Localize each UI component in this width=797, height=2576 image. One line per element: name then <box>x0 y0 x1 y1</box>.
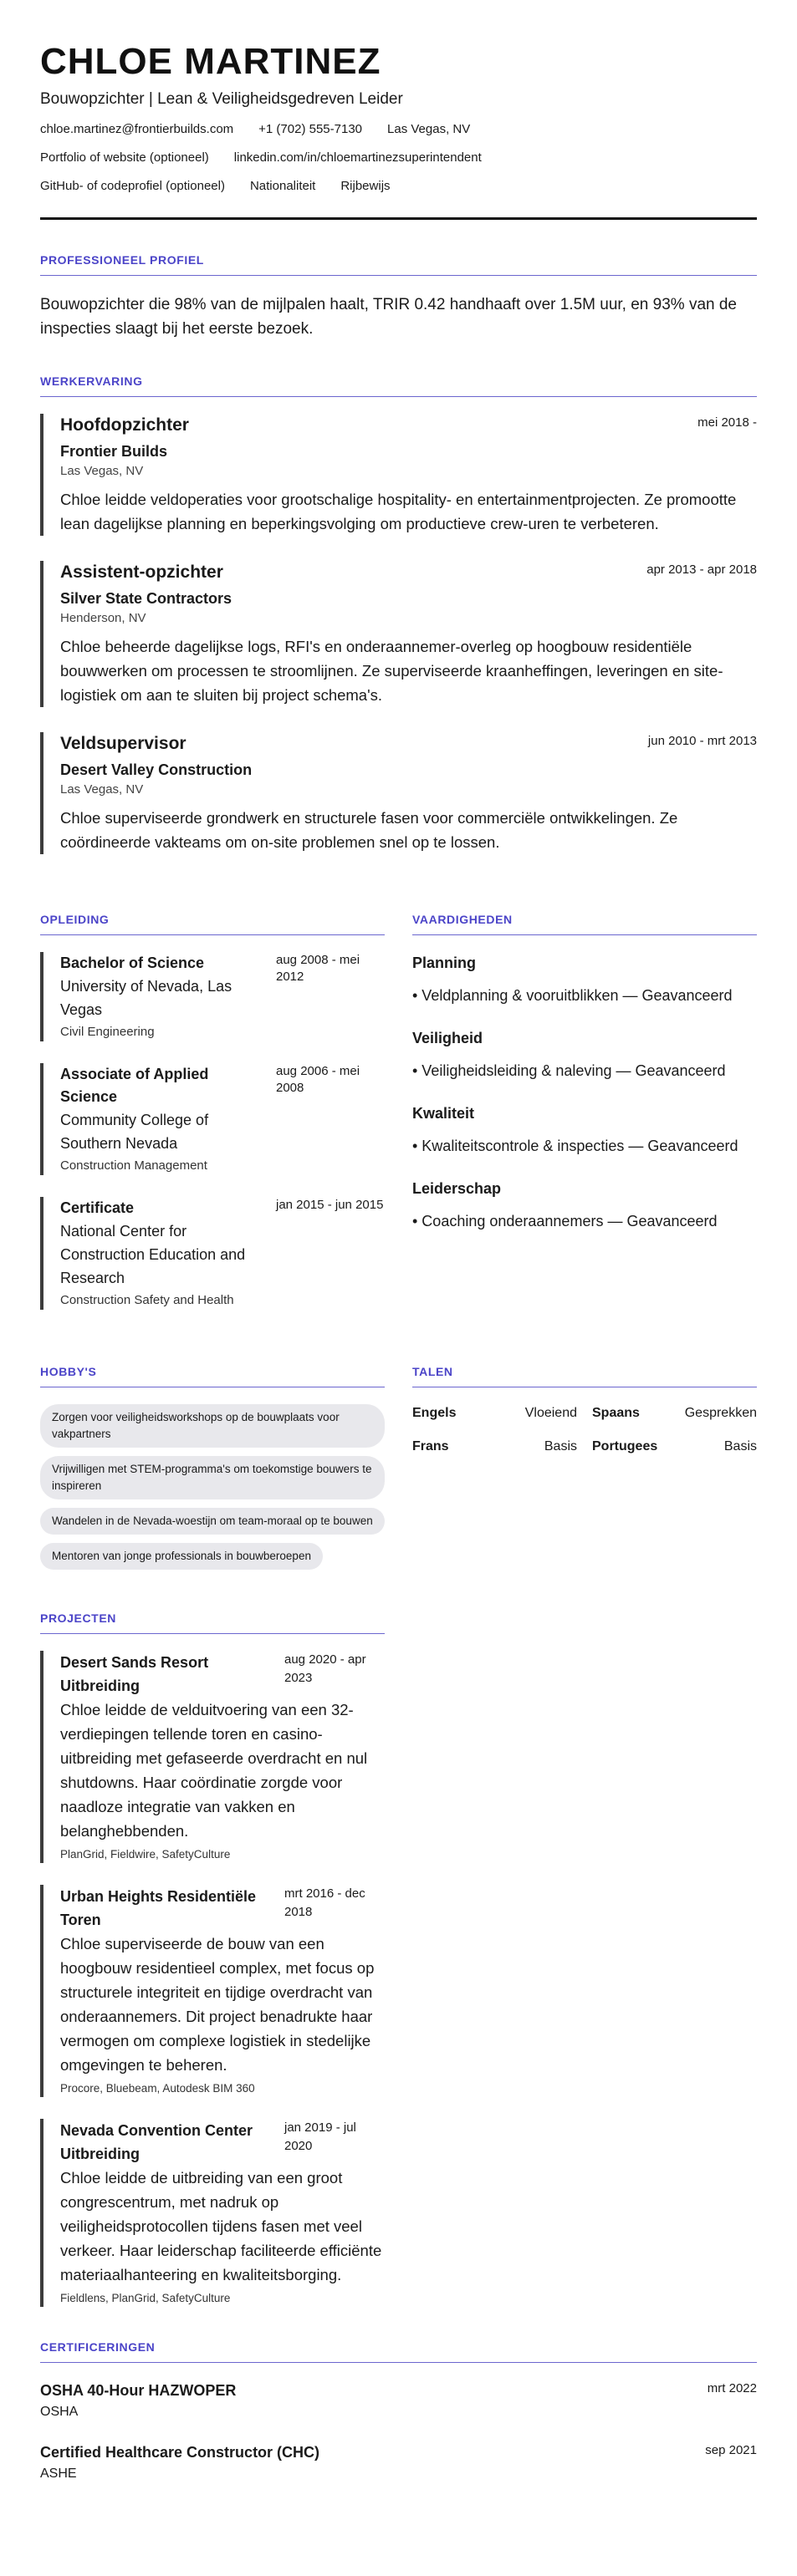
project-tools: Fieldlens, PlanGrid, SafetyCulture <box>60 2292 231 2304</box>
job-description: Chloe beheerde dagelijkse logs, RFI's en onderaannemer-overleg op hoogbouw residentiële bouwwerken om processen te stroomlijnen. Ze superviseerde kraanheffingen, leveringen en site-logistiek om aan te sluiten bij project schema's. <box>60 638 723 704</box>
language-name: Spaans <box>592 1406 640 1420</box>
job-company: Silver State Contractors <box>60 590 232 607</box>
job-title: Assistent-opzichter <box>60 563 223 582</box>
languages-column <box>412 1331 757 1578</box>
candidate-headline: Bouwopzichter | Lean & Veiligheidsgedreven Leider <box>40 90 403 108</box>
job-company: Desert Valley Construction <box>60 761 253 778</box>
project-description: Chloe leidde de uitbreiding van een groot congrescentrum, met nadruk op veiligheidsprotocollen tijdens fasen met veel verkeer. Haar leiderschap faciliteerde efficiënte materiaalhanteering en kwaliteitsborging. <box>60 2169 382 2283</box>
section-title-hobbies: HOBBY'S <box>40 1365 385 1387</box>
certification-issuer: ASHE <box>40 2467 77 2481</box>
contact-row-1 <box>40 120 757 139</box>
certification-entry <box>40 2380 757 2421</box>
skill-category: Planning <box>412 955 476 971</box>
project-title: Nevada Convention Center Uitbreiding <box>60 2122 253 2162</box>
hobby-list <box>40 1404 385 1578</box>
language-level: Basis <box>723 1439 757 1453</box>
education-skills-row <box>40 879 757 1331</box>
skill-item: • Kwaliteitscontrole & inspecties — Geavanceerd <box>412 1138 738 1154</box>
project-title: Desert Sands Resort Uitbreiding <box>60 1654 209 1694</box>
hobby-pill: Zorgen voor veiligheidsworkshops op de bouwplaats voor vakpartners <box>40 1404 385 1448</box>
language-item <box>592 1438 757 1456</box>
section-title-projects: PROJECTEN <box>40 1611 385 1634</box>
language-level: Gesprekken <box>684 1406 757 1420</box>
contact-portfolio[interactable]: Portfolio of website (optioneel) <box>40 150 209 165</box>
language-name: Portugees <box>592 1439 658 1453</box>
skill-item: • Veiligheidsleiding & naleving — Geavanceerd <box>412 1062 726 1079</box>
resume-header <box>40 40 757 220</box>
job-title: Hoofdopzichter <box>60 415 189 435</box>
hobbies-languages-row <box>40 1331 757 1578</box>
project-dates: aug 2020 - apr 2023 <box>284 1652 366 1685</box>
language-level: Basis <box>544 1439 577 1453</box>
section-title-education: OPLEIDING <box>40 913 385 935</box>
contact-license: Rijbewijs <box>340 179 391 193</box>
contact-email[interactable]: chloe.martinez@frontierbuilds.com <box>40 122 234 136</box>
contact-github[interactable]: GitHub- of codeprofiel (optioneel) <box>40 179 225 193</box>
section-title-experience: WERKERVARING <box>40 374 757 397</box>
job-entry <box>40 561 757 707</box>
hobby-pill: Wandelen in de Nevada-woestijn om team-moraal op te bouwen <box>40 1508 385 1535</box>
hobbies-column <box>40 1331 385 1578</box>
certification-entry <box>40 2441 757 2483</box>
certification-date: sep 2021 <box>705 2443 757 2457</box>
education-entry <box>40 952 385 1041</box>
education-entry <box>40 1197 385 1310</box>
project-tools: PlanGrid, Fieldwire, SafetyCulture <box>60 1848 231 1861</box>
experience-list <box>40 414 757 854</box>
language-level: Vloeiend <box>524 1406 577 1420</box>
skill-category: Leiderschap <box>412 1180 502 1197</box>
project-title: Urban Heights Residentiële Toren <box>60 1888 257 1928</box>
profile-summary: Bouwopzichter die 98% van de mijlpalen haalt, TRIR 0.42 handhaaft over 1.5M uur, en 93% van de inspecties slaagt bij het eerste bezoek. <box>40 296 738 338</box>
hobby-pill: Mentoren van jonge professionals in bouwberoepen <box>40 1543 323 1570</box>
contact-linkedin[interactable]: linkedin.com/in/chloemartinezsuperintendent <box>233 150 482 165</box>
project-description: Chloe superviseerde de bouw van een hoogbouw residentieel complex, met focus op structurele integriteit en tijdige overdracht van onderaannemers. Dit project benadrukte haar vermogen om complexe logistiek in stedelijke omgevingen te beheren. <box>60 1935 375 2074</box>
certification-date: mrt 2022 <box>707 2381 757 2395</box>
job-location: Henderson, NV <box>60 611 146 625</box>
edu-field: Construction Safety and Health <box>60 1293 234 1307</box>
skill-group <box>412 1027 757 1082</box>
edu-school: National Center for Construction Education and Research <box>60 1223 246 1286</box>
job-description: Chloe superviseerde grondwerk en structurele fasen voor commerciële ontwikkelingen. Ze coördineerde vakteams om on-site problemen snel op te lossen. <box>60 809 678 851</box>
edu-degree: Associate of Applied Science <box>60 1066 209 1105</box>
section-title-certifications: CERTIFICERINGEN <box>40 2340 757 2363</box>
skill-category: Veiligheid <box>412 1030 483 1046</box>
project-entry <box>40 1885 385 2097</box>
section-title-languages: TALEN <box>412 1365 757 1387</box>
job-description: Chloe leidde veldoperaties voor grootschalige hospitality- en entertainmentprojecten. Ze promootte lean dagelijkse planning en beperkingsvolging om productieve crew-uren te verbeteren. <box>60 491 737 532</box>
project-dates: jan 2019 - jul 2020 <box>284 2120 356 2153</box>
edu-school: University of Nevada, Las Vegas <box>60 978 232 1018</box>
skill-item: • Veldplanning & vooruitblikken — Geavanceerd <box>412 987 733 1004</box>
skill-group <box>412 1178 757 1233</box>
contact-phone[interactable]: +1 (702) 555-7130 <box>258 122 363 136</box>
education-column <box>40 879 385 1331</box>
language-item <box>412 1404 577 1423</box>
candidate-name: CHLOE MARTINEZ <box>40 41 381 82</box>
job-dates: jun 2010 - mrt 2013 <box>647 734 757 748</box>
language-grid <box>412 1404 757 1456</box>
project-entry <box>40 2119 385 2307</box>
language-name: Engels <box>412 1406 457 1420</box>
hobby-pill: Vrijwilligen met STEM-programma's om toekomstige bouwers te inspireren <box>40 1456 385 1499</box>
job-entry <box>40 732 757 854</box>
edu-dates: aug 2006 - mei 2008 <box>276 1064 360 1095</box>
contact-location: Las Vegas, NV <box>387 122 471 136</box>
projects-column <box>40 1611 385 2307</box>
skill-item: • Coaching onderaannemers — Geavanceerd <box>412 1213 718 1229</box>
job-title: Veldsupervisor <box>60 734 186 753</box>
job-dates: mei 2018 - <box>697 415 757 430</box>
header-divider <box>40 217 757 220</box>
certification-name: OSHA 40-Hour HAZWOPER <box>40 2382 237 2399</box>
education-entry <box>40 1063 385 1175</box>
skill-category: Kwaliteit <box>412 1105 475 1122</box>
project-tools: Procore, Bluebeam, Autodesk BIM 360 <box>60 2082 255 2095</box>
project-entry <box>40 1651 385 1863</box>
certification-name: Certified Healthcare Constructor (CHC) <box>40 2444 320 2461</box>
language-item <box>412 1438 577 1456</box>
contact-nationality: Nationaliteit <box>249 179 316 193</box>
edu-field: Construction Management <box>60 1158 207 1173</box>
certification-list <box>40 2380 757 2483</box>
edu-field: Civil Engineering <box>60 1025 155 1039</box>
contact-row-2 <box>40 149 757 167</box>
edu-degree: Bachelor of Science <box>60 955 205 971</box>
language-name: Frans <box>412 1439 449 1453</box>
project-dates: mrt 2016 - dec 2018 <box>284 1886 365 1919</box>
skill-group <box>412 1102 757 1158</box>
job-dates: apr 2013 - apr 2018 <box>646 563 757 577</box>
job-entry <box>40 414 757 536</box>
language-item <box>592 1404 757 1423</box>
project-description: Chloe leidde de velduitvoering van een 32-verdiepingen tellende toren en casino-uitbreiding met gefaseerde overdracht en nul shutdowns. Haar coördinatie zorgde voor naadloze integratie van vakken en belanghebbenden. <box>60 1701 368 1840</box>
certification-issuer: OSHA <box>40 2405 79 2419</box>
section-title-skills: VAARDIGHEDEN <box>412 913 757 935</box>
edu-dates: jan 2015 - jun 2015 <box>276 1198 384 1212</box>
job-company: Frontier Builds <box>60 443 168 460</box>
section-title-profile: PROFESSIONEEL PROFIEL <box>40 253 757 276</box>
contact-row-3 <box>40 177 757 196</box>
edu-degree: Certificate <box>60 1199 135 1216</box>
skills-column <box>412 879 757 1331</box>
skill-group <box>412 952 757 1007</box>
edu-school: Community College of Southern Nevada <box>60 1112 209 1152</box>
edu-dates: aug 2008 - mei 2012 <box>276 953 360 984</box>
job-location: Las Vegas, NV <box>60 464 144 478</box>
job-location: Las Vegas, NV <box>60 782 144 797</box>
